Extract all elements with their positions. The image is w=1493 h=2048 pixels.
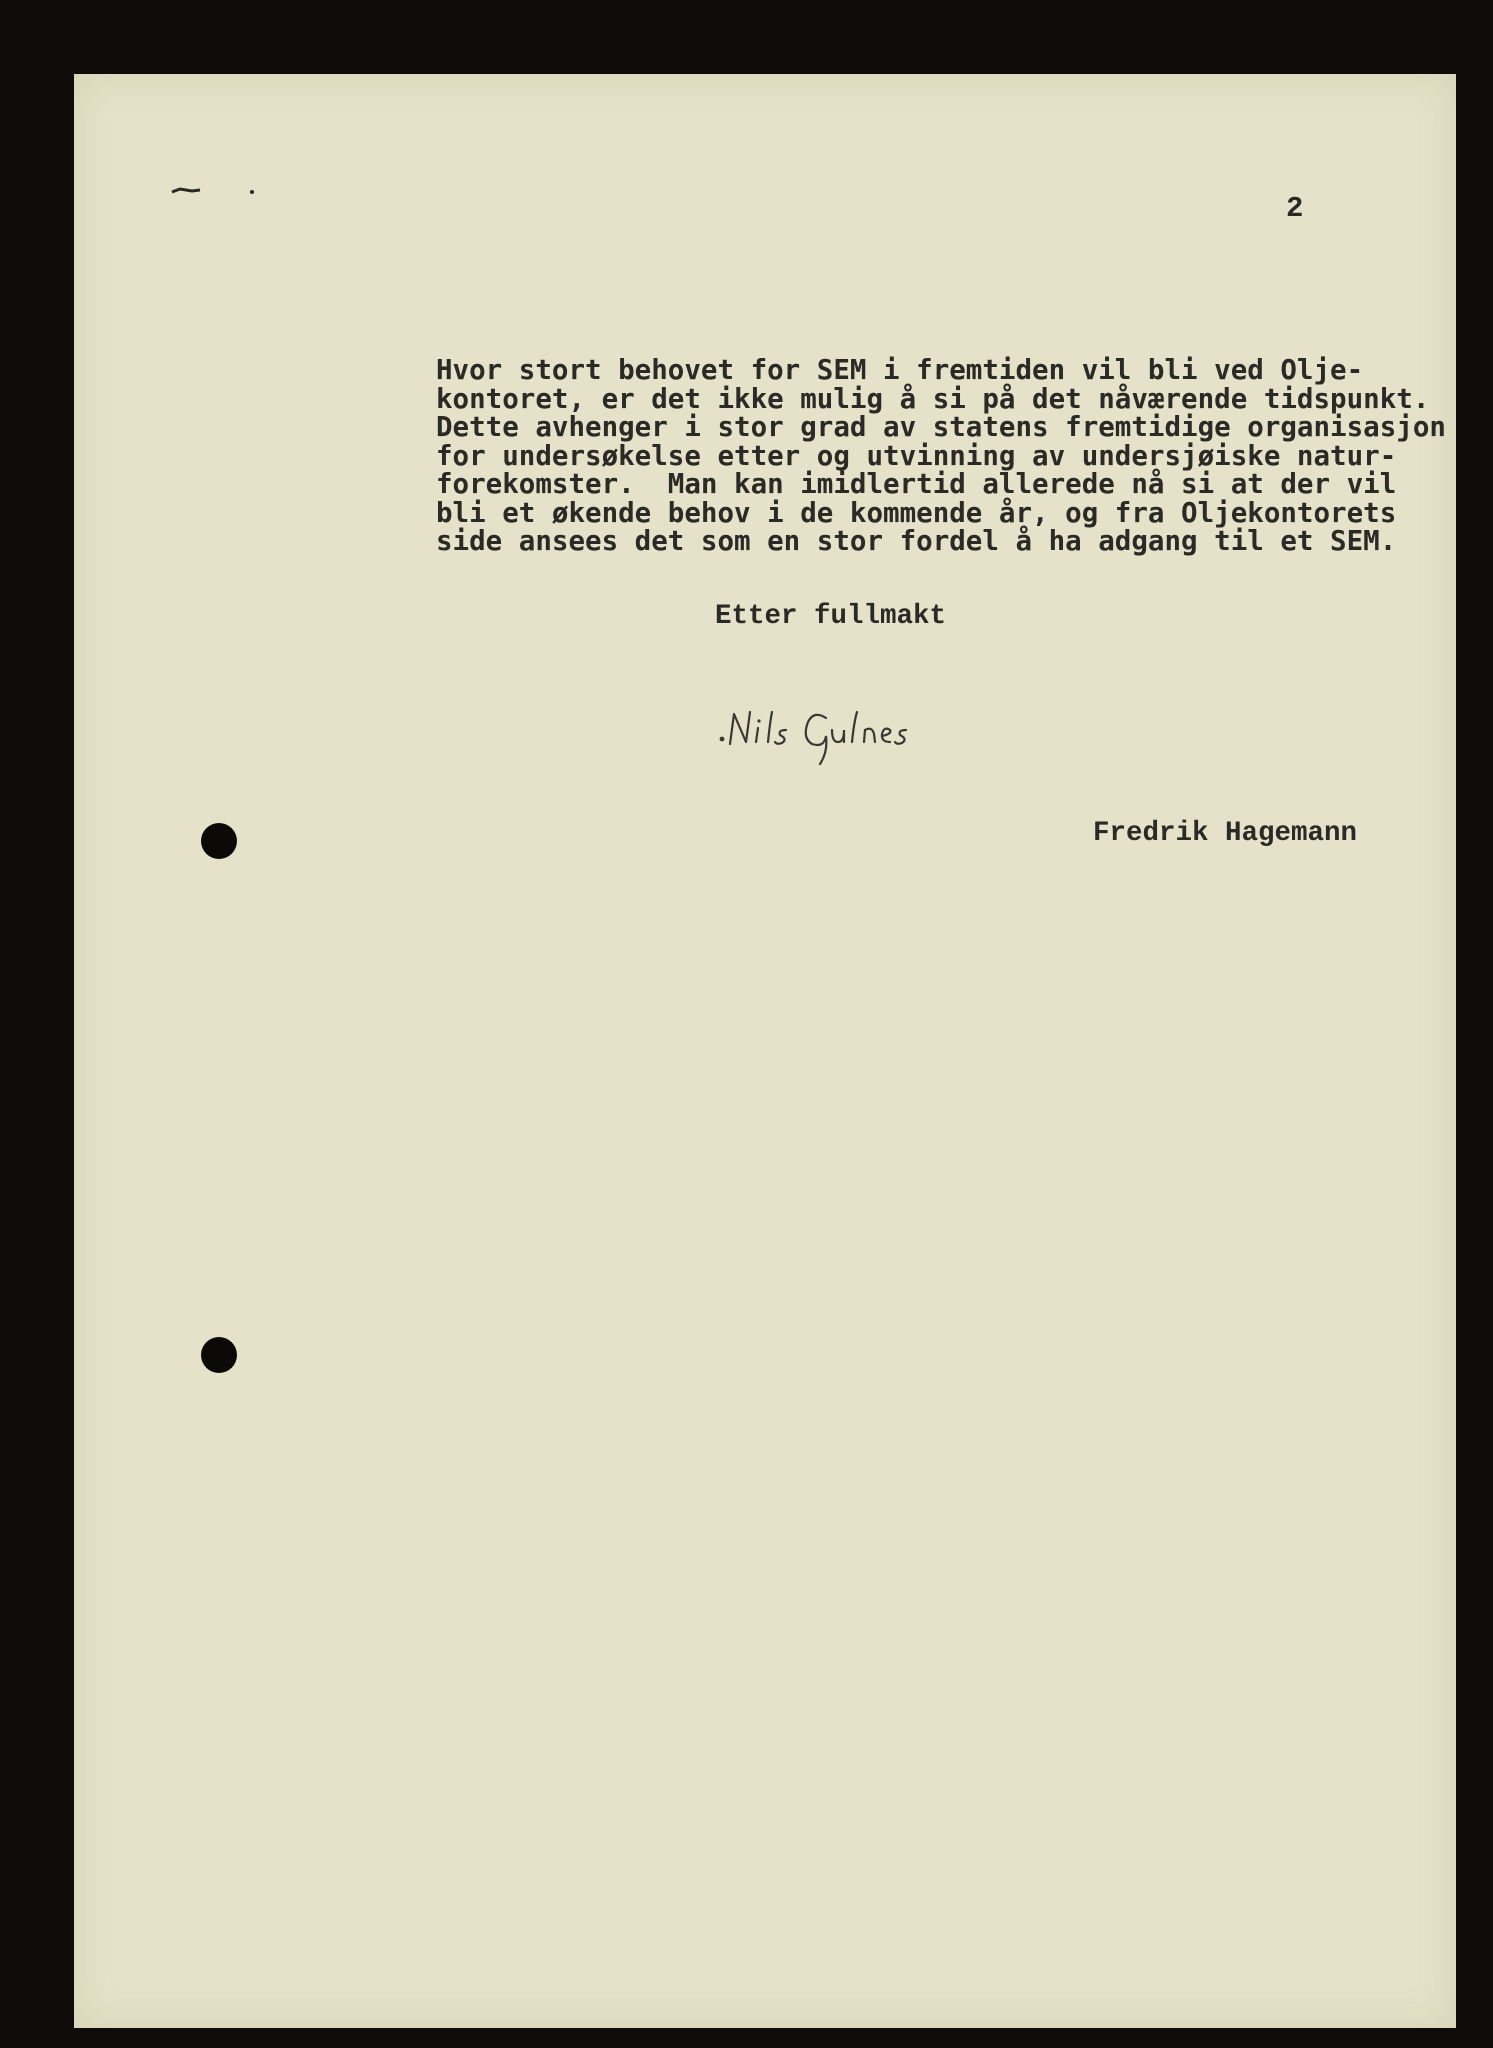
punch-hole — [201, 823, 237, 859]
staple-mark — [170, 184, 260, 198]
handwritten-signature — [714, 692, 934, 772]
body-line: side ansees det som en stor fordel å ha adgang til et SEM. — [436, 525, 1397, 557]
signatory-name: Fredrik Hagemann — [1093, 818, 1358, 849]
body-line: bli et økende behov i de kommende år, og fra Oljekontorets — [436, 496, 1397, 529]
body-line: for undersøkelse etter og utvinning av undersjøiske natur- — [436, 439, 1397, 472]
document-page — [74, 74, 1456, 2028]
page-number: 2 — [1286, 192, 1304, 225]
body-paragraph — [436, 356, 1446, 556]
body-line: Hvor stort behovet for SEM i fremtiden vil bli ved Olje- — [436, 354, 1364, 386]
body-line: forekomster. Man kan imidlertid allerede nå si at der vil — [436, 468, 1397, 500]
closing-phrase: Etter fullmakt — [715, 601, 947, 632]
punch-hole — [201, 1337, 237, 1373]
body-line: Dette avhenger i stor grad av statens fremtidige organisasjon — [436, 411, 1446, 443]
body-line: kontoret, er det ikke mulig å si på det nåværende tidspunkt. — [436, 382, 1430, 415]
